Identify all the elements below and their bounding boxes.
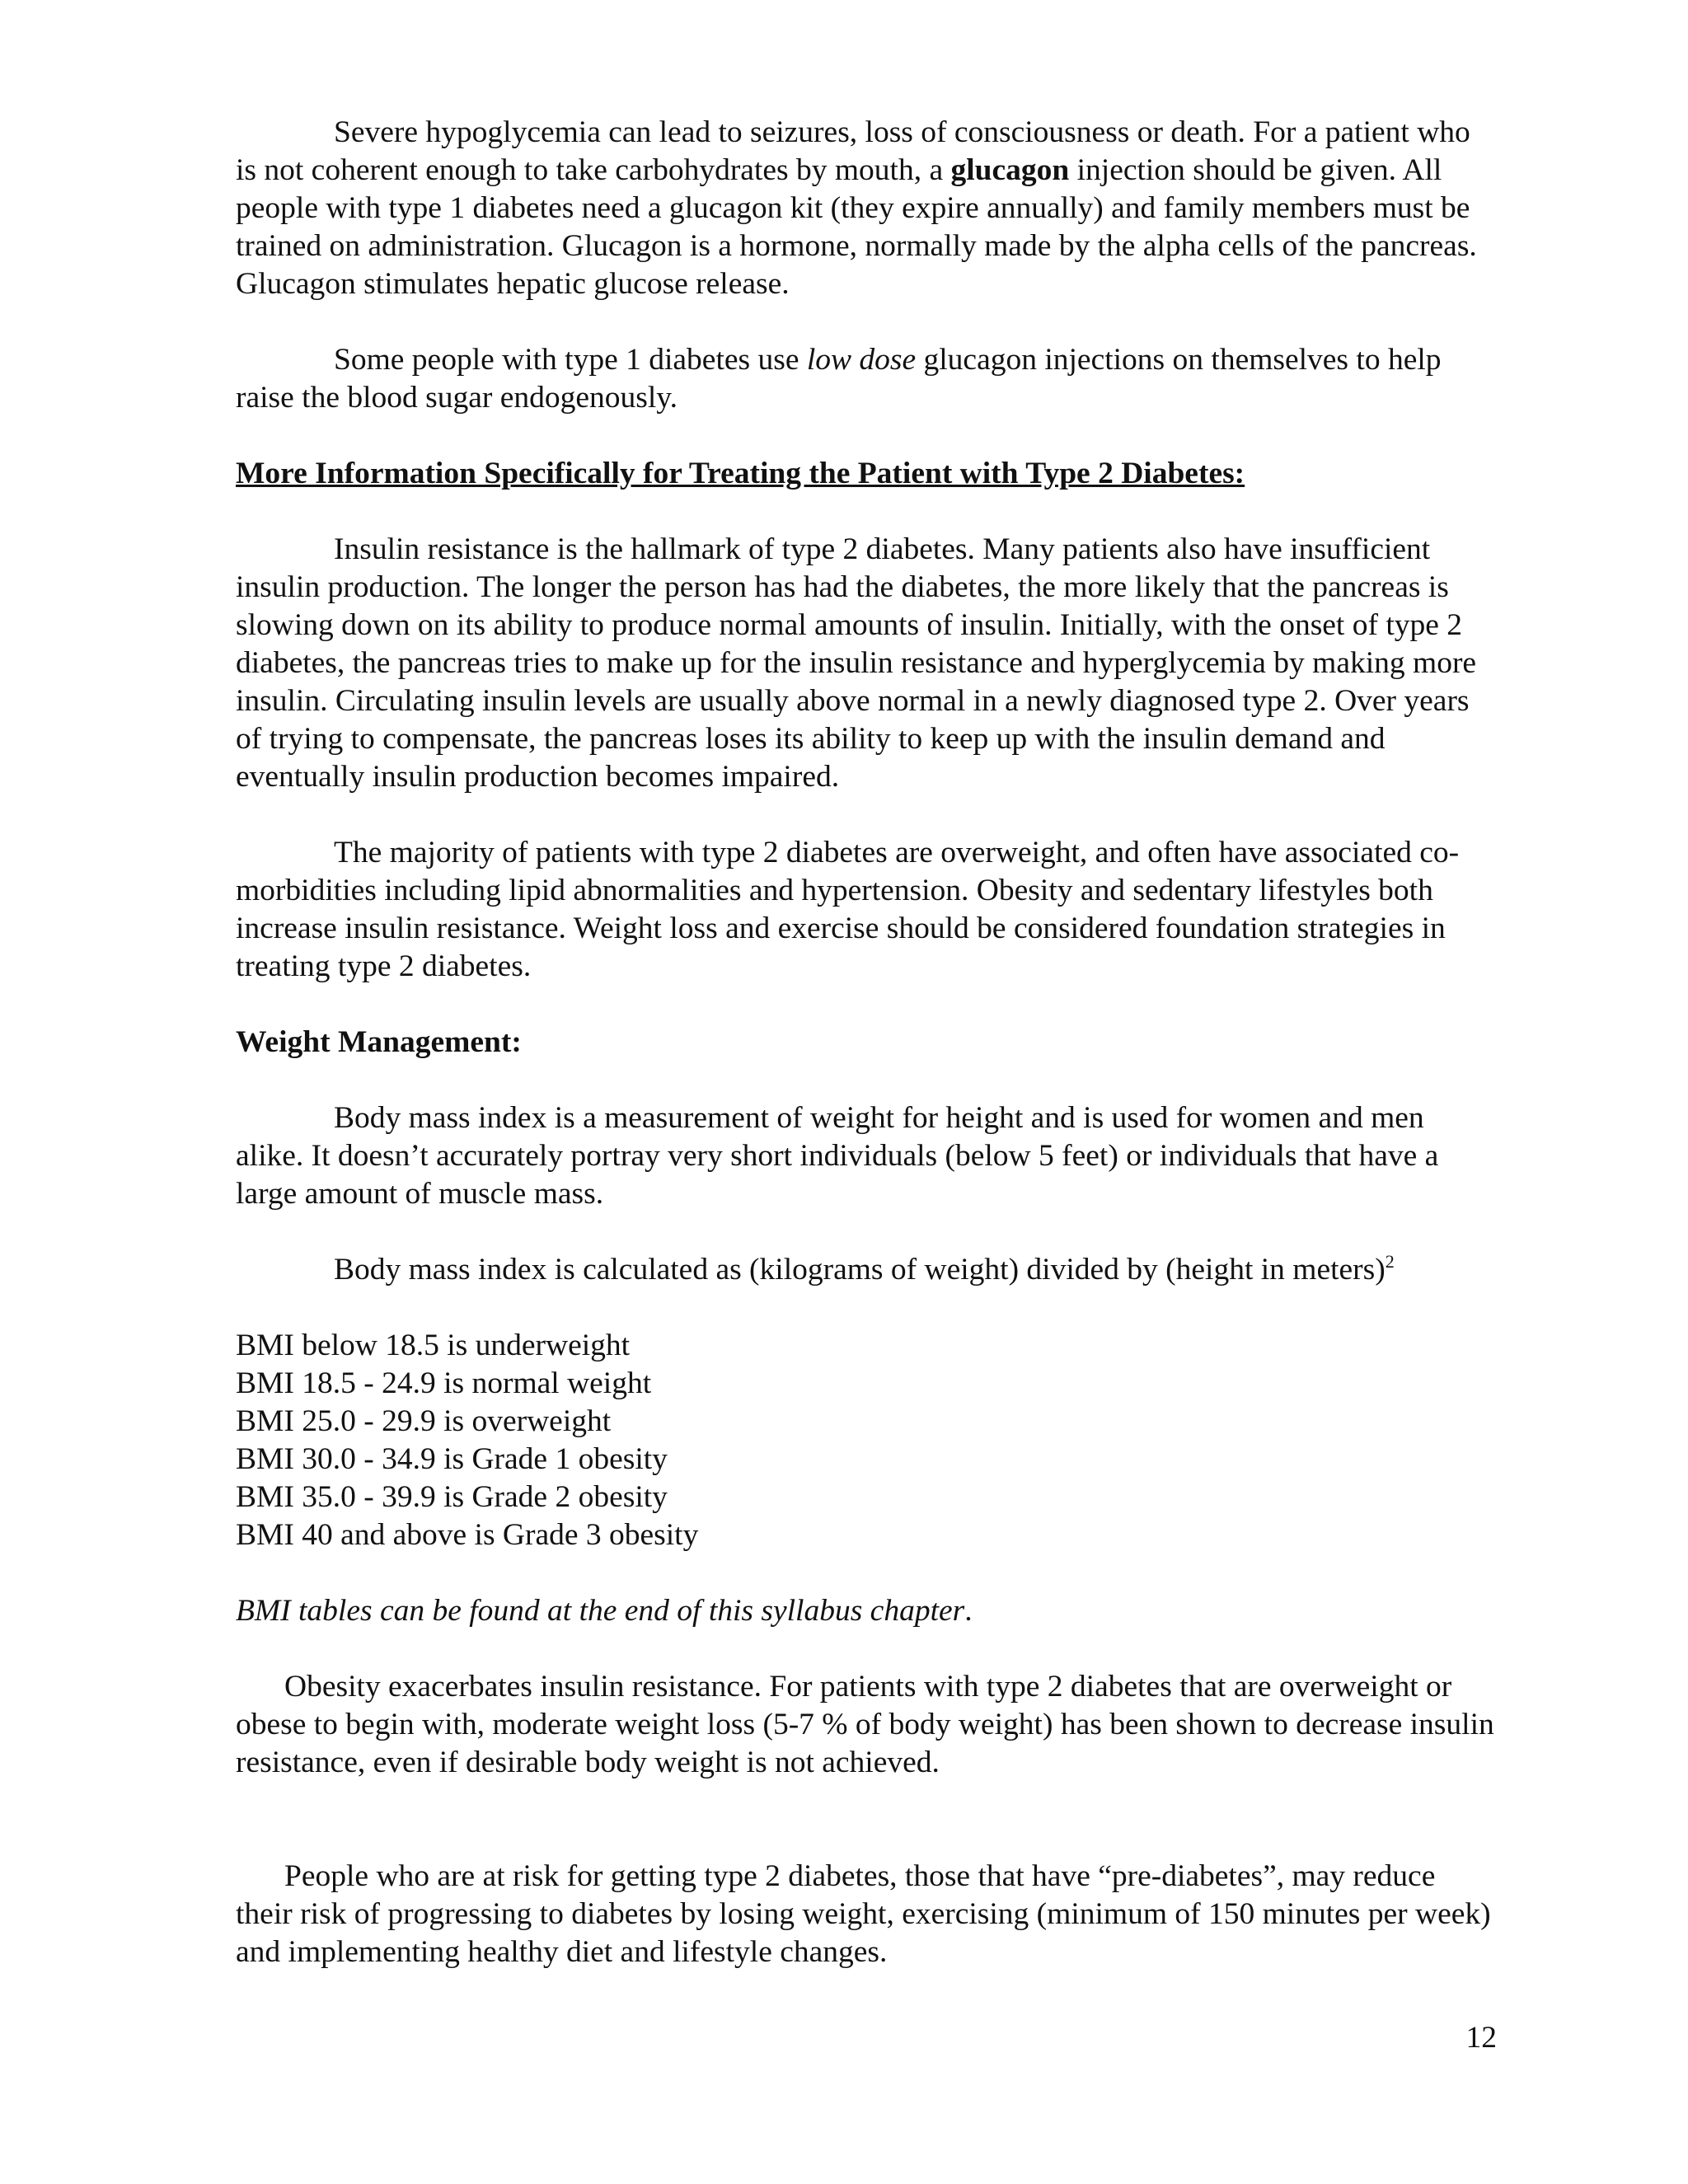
section-heading-weight-management: Weight Management:: [236, 1025, 522, 1059]
paragraph-spacer: [236, 1213, 1497, 1251]
paragraph-overweight-patients: The majority of patients with type 2 diabetes are overweight, and often have associated co-morbidities including lipid abnormalities and hypertension. Obesity and sedentary lifestyles both increase insulin resistance. Weight loss and exercise should be considered foundation strategies in treating type 2 diabetes.: [236, 836, 1460, 983]
paragraph-bmi-definition: Body mass index is a measurement of weight for height and is used for women and men alike. It doesn’t accurately portray very short individuals (below 5 feet) or individuals that have a large amount of muscle mass.: [236, 1101, 1439, 1211]
paragraph-pre-diabetes: People who are at risk for getting type 2 diabetes, those that have “pre-diabetes”, may reduce their risk of progressing to diabetes by losing weight, exercising (minimum of 150 minutes per week) and implementing healthy diet and lifestyle changes.: [236, 1859, 1491, 1969]
paragraph-spacer: [236, 796, 1497, 834]
formula-text: Body mass index is calculated as (kilograms of weight) divided by (height in meters): [334, 1253, 1386, 1286]
italic-note-text: BMI tables can be found at the end of this syllabus chapter: [236, 1594, 965, 1628]
paragraph-spacer: [236, 1782, 1497, 1858]
bmi-category-item: BMI below 18.5 is underweight: [236, 1329, 631, 1362]
text-run: glucagon injections on themselves to help raise the blood sugar endogenously.: [236, 343, 1442, 415]
bmi-category-list: [236, 1327, 1497, 1554]
bmi-tables-note: [236, 1592, 1497, 1630]
paragraph-spacer: [236, 986, 1497, 1024]
paragraph-spacer: [236, 1554, 1497, 1592]
text-run: .: [964, 1594, 973, 1628]
text-run: injection should be given. All people with type 1 diabetes need a glucagon kit (they expire annually) and family members must be trained on administration. Glucagon is a hormone, normally made by the alpha cells of the pancreas. Glucagon stimulates hepatic glucose release.: [236, 153, 1477, 301]
paragraph-severe-hypoglycemia: [236, 114, 1497, 303]
paragraph-spacer: [236, 1630, 1497, 1668]
paragraph-spacer: [236, 417, 1497, 455]
text-run: Some people with type 1 diabetes use: [334, 343, 807, 377]
text-run: Severe hypoglycemia can lead to seizures, loss of consciousness or death. For a patient who is not coherent enough to take carbohydrates by mouth, a: [236, 115, 1470, 187]
paragraph-insulin-resistance: Insulin resistance is the hallmark of type 2 diabetes. Many patients also have insufficient insulin production. The longer the person has had the diabetes, the more likely that the pancreas is slowing down on its ability to produce normal amounts of insulin. Initially, with the onset of type 2 diabetes, the pancreas tries to make up for the insulin resistance and hyperglycemia by making more insulin. Circulating insulin levels are usually above normal in a newly diagnosed type 2. Over years of trying to compensate, the pancreas loses its ability to keep up with the insulin demand and eventually insulin production becomes impaired.: [236, 532, 1477, 794]
bmi-category-item: BMI 25.0 - 29.9 is overweight: [236, 1404, 612, 1438]
paragraph-spacer: [236, 1062, 1497, 1099]
bmi-category-item: BMI 18.5 - 24.9 is normal weight: [236, 1366, 652, 1400]
page-number: 12: [1465, 2021, 1497, 2055]
paragraph-spacer: [236, 1289, 1497, 1327]
bold-term-glucagon: glucagon: [950, 153, 1070, 187]
paragraph-bmi-formula: [236, 1251, 1497, 1289]
section-heading-type2: More Information Specifically for Treating the Patient with Type 2 Diabetes:: [236, 457, 1245, 490]
paragraph-spacer: [236, 303, 1497, 341]
bmi-category-item: BMI 35.0 - 39.9 is Grade 2 obesity: [236, 1480, 668, 1514]
superscript-squared: 2: [1385, 1251, 1395, 1272]
paragraph-spacer: [236, 493, 1497, 531]
bmi-category-item: BMI 40 and above is Grade 3 obesity: [236, 1518, 699, 1552]
paragraph-obesity-insulin: Obesity exacerbates insulin resistance. For patients with type 2 diabetes that are overweight or obese to begin with, moderate weight loss (5-7 % of body weight) has been shown to decrease insulin resistance, even if desirable body weight is not achieved.: [236, 1670, 1494, 1779]
document-page: [236, 114, 1497, 1971]
paragraph-low-dose-glucagon: [236, 341, 1497, 417]
bmi-category-item: BMI 30.0 - 34.9 is Grade 1 obesity: [236, 1442, 668, 1476]
italic-term-low-dose: low dose: [806, 343, 917, 377]
